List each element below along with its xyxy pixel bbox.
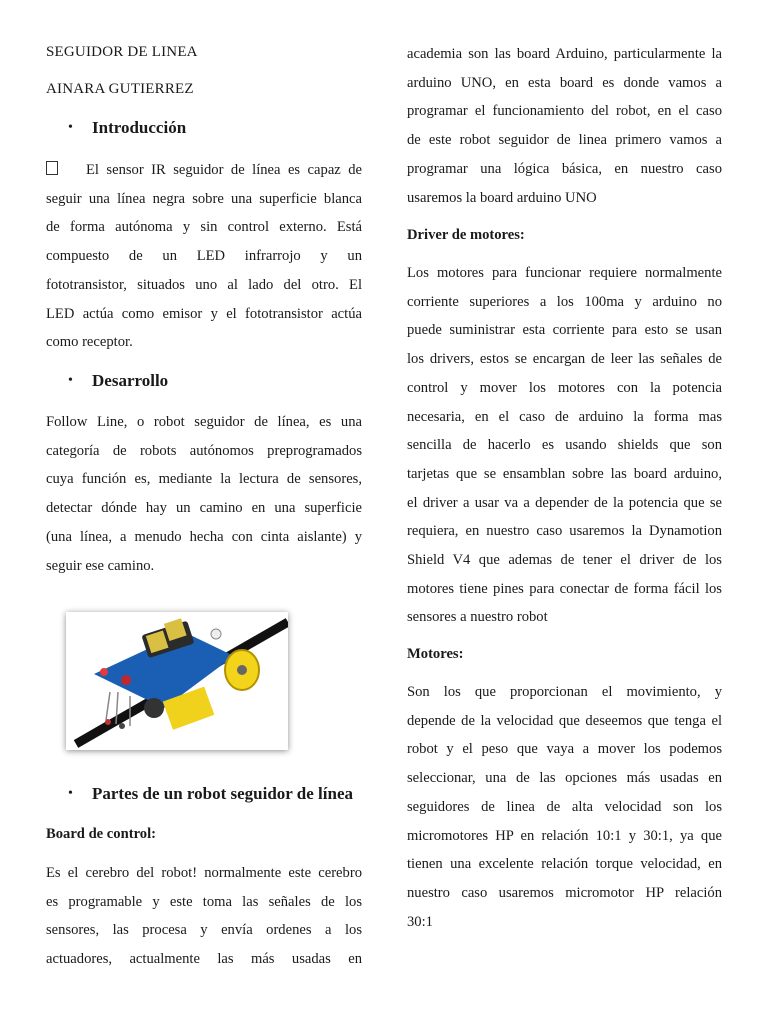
- text-line: Los motores para funcionar requiere normalmente: [407, 265, 722, 281]
- text-line: seleccionar, una de las opciones más usadas en: [407, 770, 722, 787]
- text-line: motores tiene pines para conectar de forma fácil los: [407, 580, 722, 597]
- text-line: Follow Line, o robot seguidor de línea, es una: [46, 414, 362, 430]
- text-line: depende de la velocidad que deseemos que tenga el: [407, 712, 722, 729]
- text-line: fototransistor, situados uno al lado del otro. El: [46, 276, 362, 293]
- driver-paragraph: [407, 259, 722, 632]
- dev-paragraph: [46, 408, 362, 580]
- text-line: El sensor IR seguidor de línea es capaz de: [46, 156, 362, 185]
- text-line: necesaria, en el caso de arduino la forma mas: [407, 408, 722, 425]
- text-line: tienen una excelente relación torque velocidad, en: [407, 856, 722, 873]
- text-line: robot y el peso que vaya a mover los podemos: [407, 741, 722, 758]
- text-line: (una línea, a menudo hecha con cinta aislante) y: [46, 528, 362, 545]
- text-line: Son los que proporcionan el movimiento, y: [407, 684, 722, 700]
- text-line: cuya función es, mediante la lectura de sensores,: [46, 471, 362, 488]
- text-line: es programable y este toma las señales de los: [46, 893, 362, 910]
- text-line: arduino UNO, en esta board es donde vamos a: [407, 74, 722, 91]
- robot-image: [66, 612, 288, 750]
- text-line: seguidores de linea de alta velocidad son los: [407, 798, 722, 815]
- board-heading: Board de control:: [46, 826, 156, 842]
- doc-title: SEGUIDOR DE LINEA: [46, 44, 198, 60]
- text-line: detectar dónde hay un camino en una superficie: [46, 500, 362, 517]
- bullet-icon: •: [68, 373, 73, 388]
- parts-heading: [68, 784, 353, 804]
- board-paragraph-left: [46, 859, 362, 974]
- text-line: programar el funcionamiento del robot, en el caso: [407, 103, 722, 120]
- text-line: los drivers, estos se encargan de leer las señales de: [407, 351, 722, 368]
- bullet-icon: •: [68, 786, 73, 801]
- text-line: requiera, en nuestro caso usaremos la Dynamotion: [407, 523, 722, 540]
- text-line: sensores, las procesa y envía ordenes a los: [46, 922, 362, 939]
- bullet-icon: •: [68, 120, 73, 135]
- text-line: 30:1: [407, 913, 433, 930]
- driver-heading: Driver de motores:: [407, 227, 525, 243]
- intro-heading-text: Introducción: [92, 118, 187, 137]
- text-line: de forma autónoma y sin control externo. Está: [46, 219, 362, 236]
- text-line: nuestro caso usaremos micromotor HP relación: [407, 884, 722, 901]
- text-line: de este robot seguidor de linea primero vamos a: [407, 132, 722, 149]
- text-line: Es el cerebro del robot! normalmente este cerebro: [46, 865, 362, 881]
- text-line: puede suministrar esta corriente para esto se usan: [407, 322, 722, 339]
- doc-author: AINARA GUTIERREZ: [46, 81, 194, 97]
- text-line: academia son las board Arduino, particularmente la: [407, 46, 722, 62]
- text-line: usaremos la board arduino UNO: [407, 189, 597, 206]
- parts-heading-text: Partes de un robot seguidor de línea: [92, 784, 353, 803]
- board-paragraph-right: [407, 40, 722, 212]
- dev-heading: [68, 371, 168, 391]
- text-line: actuadores, actualmente las más usadas en: [46, 951, 362, 968]
- text-line: LED actúa como emisor y el fototransistor actúa: [46, 305, 362, 322]
- text-line: corriente superiores a los 100ma y arduino no: [407, 293, 722, 310]
- text-line: seguir una línea negra sobre una superficie blanca: [46, 190, 362, 207]
- intro-heading: [68, 118, 186, 138]
- dev-heading-text: Desarrollo: [92, 371, 169, 390]
- text-line: sensores a nuestro robot: [407, 609, 548, 626]
- robot-photo: [66, 612, 288, 750]
- missing-glyph-icon: [46, 161, 58, 175]
- text-line: como receptor.: [46, 334, 133, 351]
- text-line: micromotores HP en relación 10:1 y 30:1, ya que: [407, 827, 722, 844]
- text-line: compuesto de un LED infrarrojo y un: [46, 248, 362, 265]
- motors-heading: Motores:: [407, 646, 464, 662]
- text-line: seguir ese camino.: [46, 557, 155, 574]
- text-line: Shield V4 que ademas de tener el driver de los: [407, 552, 722, 569]
- motors-paragraph: [407, 678, 722, 936]
- text-line: tarjetas que se ensamblan sobre las board arduino,: [407, 465, 722, 482]
- text-line: control y mover los motores con la potencia: [407, 379, 722, 396]
- text-line: sencilla de hacerlo es usando shields que son: [407, 437, 722, 454]
- intro-paragraph: [46, 156, 362, 357]
- text-line: el driver a usar va a depender de la potencia que se: [407, 494, 722, 511]
- text-line: categoría de robots autónomos preprogramados: [46, 442, 362, 459]
- text-line: programar una lógica básica, en nuestro caso: [407, 160, 722, 177]
